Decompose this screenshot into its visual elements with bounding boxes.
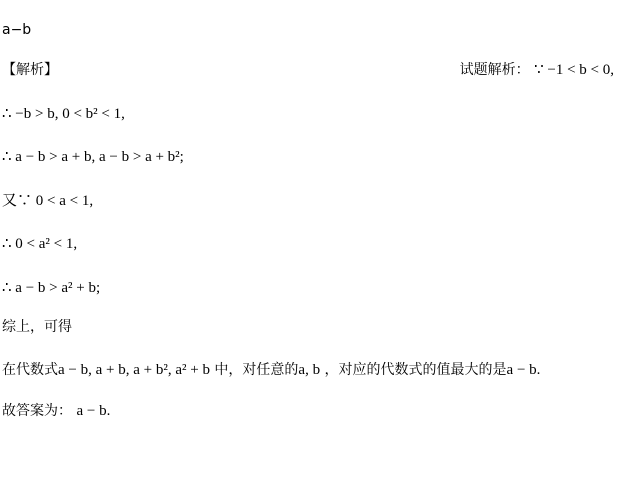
final-answer-label: 故答案为： [2, 403, 72, 419]
question-answer: a−b [2, 22, 32, 38]
step-2: ∴ a − b > a + b, a − b > a + b²; [2, 149, 184, 165]
analysis-intro-text: 试题解析： [459, 62, 530, 78]
step-3: 又∵ 0 < a < 1, [2, 193, 94, 209]
conclusion-result: a − b. [506, 362, 541, 378]
summary-line: 综上，可得 [2, 319, 72, 335]
analysis-intro-math: ∵ −1 < b < 0, [534, 62, 614, 78]
conclusion-middle: 中，对任意的 [214, 362, 299, 378]
analysis-label: 【解析】 [2, 62, 58, 78]
step-5: ∴ a − b > a² + b; [2, 280, 101, 296]
conclusion-suffix: ，对应的代数式的值最大的是 [324, 362, 507, 378]
step-4: ∴ 0 < a² < 1, [2, 236, 78, 252]
conclusion-expressions: a − b, a + b, a + b², a² + b [58, 362, 210, 378]
conclusion-line [2, 361, 540, 379]
conclusion-prefix: 在代数式 [2, 362, 58, 378]
final-answer-line [2, 402, 110, 420]
conclusion-vars: a, b [298, 362, 321, 378]
step-1: ∴ −b > b, 0 < b² < 1, [2, 106, 125, 122]
analysis-intro [460, 61, 614, 79]
final-answer-value: a − b. [76, 403, 111, 419]
